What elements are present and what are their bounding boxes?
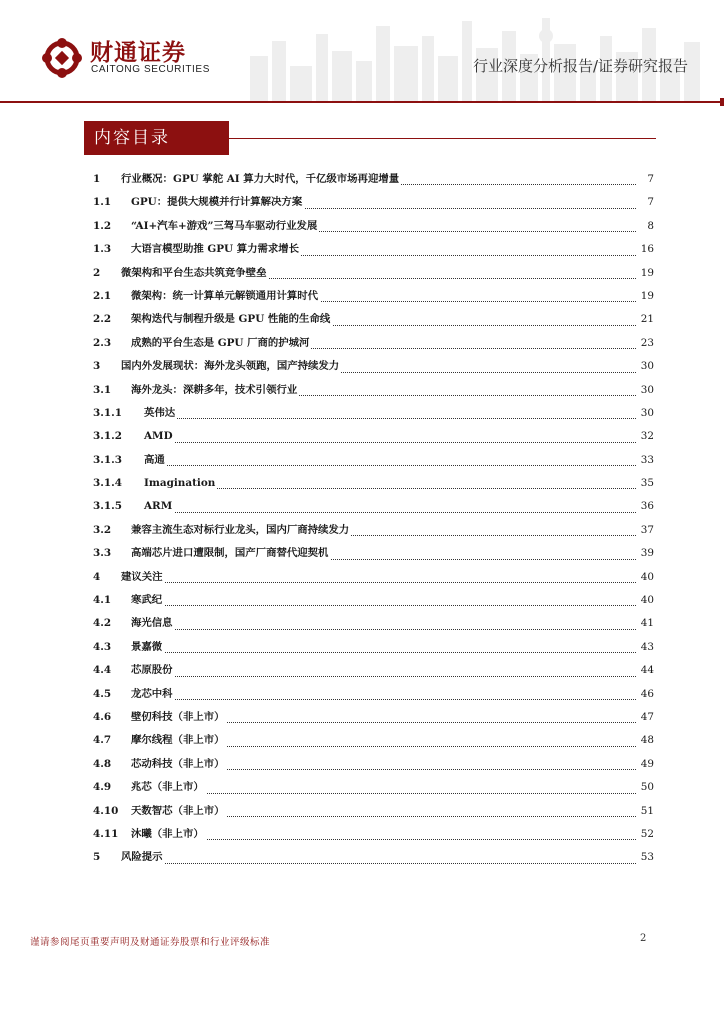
toc-entry[interactable] xyxy=(84,566,654,589)
toc-entry-number: 1 xyxy=(93,173,101,185)
toc-entry-title: 海外龙头：深耕多年，技术引领行业 xyxy=(131,379,299,402)
toc-entry-title: AMD xyxy=(144,425,175,448)
toc-entry[interactable] xyxy=(84,683,654,706)
toc-entry[interactable] xyxy=(84,308,654,331)
toc-entry-title: GPU：提供大规模并行计算解决方案 xyxy=(131,191,304,214)
toc-entry[interactable] xyxy=(84,379,654,402)
brand-name-en: CAITONG SECURITIES xyxy=(91,64,210,75)
toc-entry-number: 3.1.5 xyxy=(93,500,122,513)
toc-entry-title: 微架构和平台生态共筑竞争壁垒 xyxy=(121,262,268,285)
toc-entry-title: 国内外发展现状：海外龙头领跑，国产持续发力 xyxy=(121,355,341,378)
toc-entry-title: 英伟达 xyxy=(144,402,177,425)
table-of-contents xyxy=(84,168,654,870)
toc-entry-number: 4.1 xyxy=(93,594,112,607)
toc-leader-dots xyxy=(144,839,636,840)
toc-entry-page: 44 xyxy=(639,659,654,682)
toc-entry-title: 海光信息 xyxy=(131,612,175,635)
toc-entry[interactable] xyxy=(84,285,654,308)
toc-entry-number: 2 xyxy=(93,266,101,279)
toc-leader-dots xyxy=(144,488,636,489)
toc-entry-number: 2.3 xyxy=(93,336,112,349)
toc-entry-number: 4.11 xyxy=(93,827,119,840)
toc-leader-dots xyxy=(144,418,636,419)
toc-entry-number: 4.6 xyxy=(93,710,112,723)
toc-entry[interactable] xyxy=(84,636,654,659)
toc-entry[interactable] xyxy=(84,753,654,776)
toc-entry-number: 3 xyxy=(93,360,101,373)
caitong-logo-icon xyxy=(40,36,84,80)
toc-entry-page: 50 xyxy=(639,776,654,799)
toc-entry[interactable] xyxy=(84,729,654,752)
toc-leader-dots xyxy=(144,652,636,653)
toc-entry-title: 沐曦（非上市） xyxy=(131,823,206,846)
toc-entry[interactable] xyxy=(84,402,654,425)
toc-entry[interactable] xyxy=(84,215,654,238)
toc-entry[interactable] xyxy=(84,355,654,378)
toc-entry-number: 3.1 xyxy=(93,383,112,396)
toc-entry[interactable] xyxy=(84,472,654,495)
toc-entry-title: 兆芯（非上市） xyxy=(131,776,206,799)
toc-entry-title: 龙芯中科 xyxy=(131,683,175,706)
toc-entry-number: 1.2 xyxy=(93,219,112,232)
toc-entry-page: 7 xyxy=(645,168,654,191)
toc-leader-dots xyxy=(144,699,636,700)
toc-entry-title: 天数智芯（非上市） xyxy=(131,800,227,823)
toc-entry-page: 37 xyxy=(639,519,654,542)
toc-entry-title: “AI+汽车+游戏”三驾马车驱动行业发展 xyxy=(131,215,319,238)
toc-entry-title: 建议关注 xyxy=(121,566,165,589)
toc-entry-page: 48 xyxy=(639,729,654,752)
toc-leader-dots xyxy=(144,676,636,677)
toc-entry-title: 兼容主流生态对标行业龙头，国内厂商持续发力 xyxy=(131,519,351,542)
toc-entry-page: 53 xyxy=(639,846,654,869)
toc-entry-title: 架构迭代与制程升级是 GPU 性能的生命线 xyxy=(131,308,332,331)
toc-entry-page: 30 xyxy=(639,379,654,402)
toc-entry-page: 23 xyxy=(639,332,654,355)
header-divider xyxy=(0,101,724,103)
toc-entry-number: 3.1.4 xyxy=(93,477,122,490)
toc-entry[interactable] xyxy=(84,449,654,472)
toc-entry-page: 21 xyxy=(639,308,654,331)
toc-entry-title: 景嘉微 xyxy=(131,636,164,659)
toc-entry[interactable] xyxy=(84,589,654,612)
toc-entry[interactable] xyxy=(84,846,654,869)
toc-entry-page: 35 xyxy=(639,472,654,495)
toc-entry-number: 1.3 xyxy=(93,243,112,256)
toc-leader-dots xyxy=(144,629,636,630)
toc-entry-page: 52 xyxy=(639,823,654,846)
toc-entry-number: 1.1 xyxy=(93,196,112,209)
toc-entry-title: 风险提示 xyxy=(121,846,165,869)
report-type-label: 行业深度分析报告/证券研究报告 xyxy=(472,57,688,75)
toc-entry[interactable] xyxy=(84,519,654,542)
toc-entry-number: 3.3 xyxy=(93,547,112,560)
toc-entry-page: 47 xyxy=(639,706,654,729)
brand-name-cn: 财通证券 xyxy=(90,40,186,66)
toc-entry-title: 大语言模型助推 GPU 算力需求增长 xyxy=(131,238,301,261)
toc-entry-page: 32 xyxy=(639,425,654,448)
toc-entry-number: 4.5 xyxy=(93,687,112,700)
toc-entry[interactable] xyxy=(84,238,654,261)
toc-entry-page: 39 xyxy=(639,542,654,565)
toc-entry-number: 2.1 xyxy=(93,289,112,302)
toc-entry-number: 4.10 xyxy=(93,804,119,817)
header-divider-end xyxy=(720,98,724,106)
toc-leader-dots xyxy=(144,863,636,864)
toc-entry[interactable] xyxy=(84,612,654,635)
toc-entry-title: 行业概况：GPU 掌舵 AI 算力大时代，千亿级市场再迎增量 xyxy=(121,168,401,191)
toc-entry[interactable] xyxy=(84,262,654,285)
page-header xyxy=(0,0,724,104)
toc-entry-title: 芯动科技（非上市） xyxy=(131,753,227,776)
toc-entry[interactable] xyxy=(84,800,654,823)
toc-entry-title: Imagination xyxy=(144,472,217,495)
toc-entry-number: 3.1.3 xyxy=(93,453,122,466)
toc-entry-number: 3.2 xyxy=(93,523,112,536)
toc-entry-page: 33 xyxy=(639,449,654,472)
toc-entry-number: 4.4 xyxy=(93,664,112,677)
toc-leader-dots xyxy=(144,605,636,606)
toc-entry-number: 4.7 xyxy=(93,734,112,747)
toc-entry[interactable] xyxy=(84,823,654,846)
toc-entry[interactable] xyxy=(84,495,654,518)
toc-entry-page: 7 xyxy=(645,191,654,214)
toc-entry-page: 40 xyxy=(639,589,654,612)
toc-entry-number: 4.2 xyxy=(93,617,112,630)
toc-entry-page: 43 xyxy=(639,636,654,659)
toc-entry-page: 8 xyxy=(645,215,654,238)
toc-entry-title: 摩尔线程（非上市） xyxy=(131,729,227,752)
toc-entry-page: 36 xyxy=(639,495,654,518)
toc-entry-title: 寒武纪 xyxy=(131,589,164,612)
toc-entry-number: 4.9 xyxy=(93,781,112,794)
toc-leader-dots xyxy=(144,793,636,794)
toc-leader-dots xyxy=(144,465,636,466)
toc-entry-title: 高端芯片进口遭限制，国产厂商替代迎契机 xyxy=(131,542,330,565)
toc-entry[interactable] xyxy=(84,168,654,191)
toc-entry-number: 4.8 xyxy=(93,757,112,770)
toc-entry-page: 41 xyxy=(639,612,654,635)
toc-entry-page: 16 xyxy=(639,238,654,261)
toc-entry-title: ARM xyxy=(144,495,174,518)
toc-entry-title: 高通 xyxy=(144,449,167,472)
toc-entry[interactable] xyxy=(84,706,654,729)
toc-entry-page: 49 xyxy=(639,753,654,776)
toc-entry-title: 成熟的平台生态是 GPU 厂商的护城河 xyxy=(131,332,311,355)
toc-leader-dots xyxy=(144,442,636,443)
toc-entry[interactable] xyxy=(84,191,654,214)
toc-entry-number: 5 xyxy=(93,851,101,864)
toc-entry-number: 2.2 xyxy=(93,313,112,326)
toc-title: 内容目录 xyxy=(84,121,229,155)
page-number: 2 xyxy=(640,933,647,944)
toc-entry[interactable] xyxy=(84,425,654,448)
toc-entry-title: 壁仞科技（非上市） xyxy=(131,706,227,729)
toc-entry[interactable] xyxy=(84,542,654,565)
toc-entry-page: 46 xyxy=(639,683,654,706)
toc-leader-dots xyxy=(144,582,636,583)
toc-entry-page: 40 xyxy=(639,566,654,589)
toc-entry-title: 微架构：统一计算单元解锁通用计算时代 xyxy=(131,285,320,308)
toc-entry-number: 3.1.1 xyxy=(93,406,122,419)
toc-entry[interactable] xyxy=(84,776,654,799)
toc-leader-dots xyxy=(144,512,636,513)
city-skyline-graphic xyxy=(250,6,710,101)
toc-entry-page: 51 xyxy=(639,800,654,823)
toc-entry-number: 4.3 xyxy=(93,640,112,653)
toc-entry-number: 3.1.2 xyxy=(93,430,122,443)
toc-entry-page: 30 xyxy=(639,402,654,425)
toc-entry-page: 30 xyxy=(639,355,654,378)
toc-entry-page: 19 xyxy=(639,262,654,285)
footer-disclaimer: 谨请参阅尾页重要声明及财通证券股票和行业评级标准 xyxy=(30,937,271,948)
toc-entry-number: 4 xyxy=(93,570,101,583)
toc-entry[interactable] xyxy=(84,332,654,355)
toc-entry-page: 19 xyxy=(639,285,654,308)
toc-entry[interactable] xyxy=(84,659,654,682)
toc-entry-title: 芯原股份 xyxy=(131,659,175,682)
